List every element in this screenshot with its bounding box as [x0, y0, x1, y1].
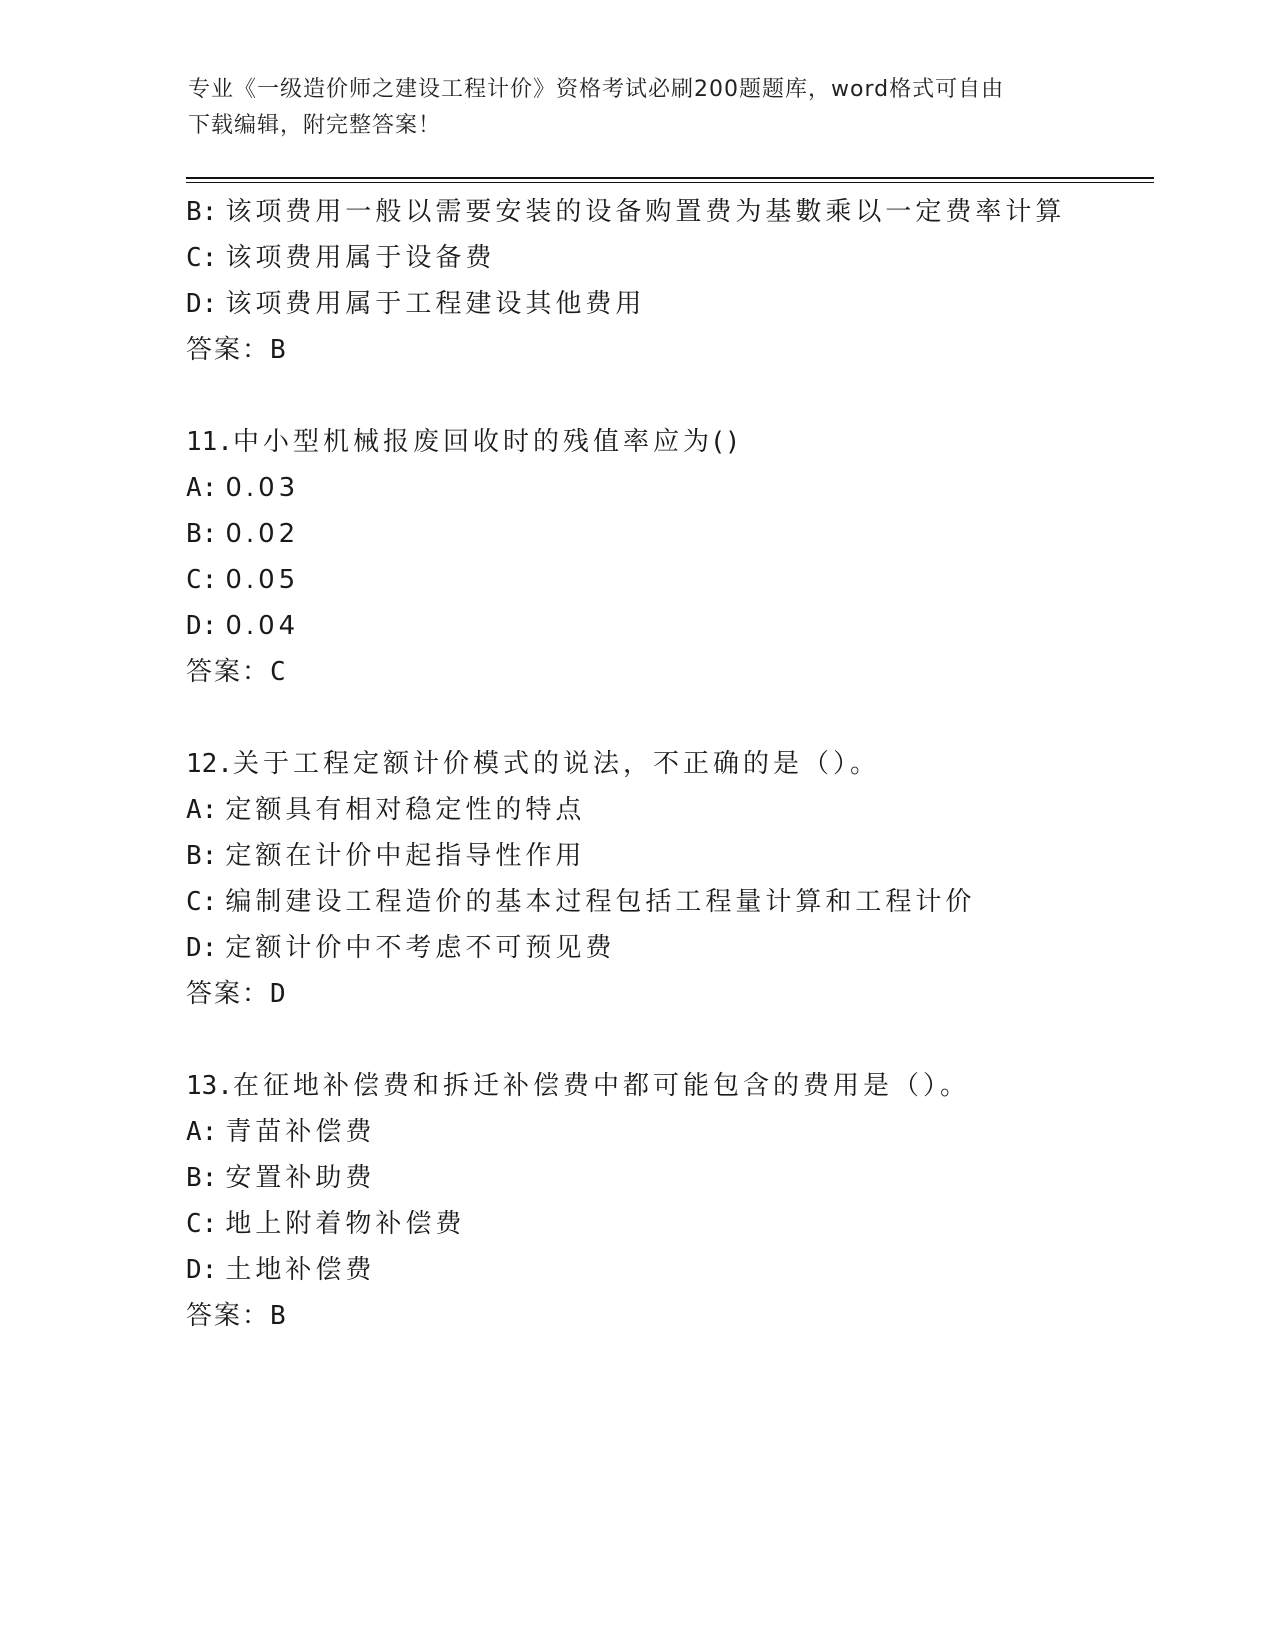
option-c	[186, 879, 1146, 925]
option-text: 0.02	[225, 519, 300, 549]
option-text: 0.04	[225, 611, 300, 641]
option-key: B:	[186, 519, 218, 549]
question-text: 在征地补偿费和拆迁补偿费中都可能包含的费用是（）。	[232, 1071, 970, 1101]
header-divider-thick	[186, 177, 1154, 179]
option-c	[186, 557, 1146, 603]
option-text: 定额在计价中起指导性作用	[225, 841, 586, 871]
spacer	[186, 1017, 1146, 1063]
option-key: A:	[186, 1117, 218, 1147]
option-key: B:	[186, 1163, 218, 1193]
option-text: 该项费用一般以需要安装的设备购置费为基數乘以一定费率计算	[225, 197, 1066, 227]
option-d	[186, 925, 1146, 971]
option-key: D:	[186, 933, 218, 963]
answer-label: 答案：	[186, 335, 271, 365]
option-key: A:	[186, 473, 218, 503]
option-text: 该项费用属于工程建设其他费用	[225, 289, 646, 319]
option-d	[186, 603, 1146, 649]
option-d	[186, 1247, 1146, 1293]
answer-line	[186, 327, 1146, 373]
partial-question	[186, 189, 1146, 373]
option-text: 地上附着物补偿费	[225, 1209, 466, 1239]
option-d	[186, 281, 1146, 327]
option-text: 定额具有相对稳定性的特点	[225, 795, 586, 825]
option-text: 该项费用属于设备费	[225, 243, 496, 273]
option-b	[186, 511, 1146, 557]
question-stem	[186, 419, 1146, 465]
option-text: 安置补助费	[225, 1163, 376, 1193]
answer-label: 答案：	[186, 1301, 271, 1331]
option-text: 0.03	[225, 473, 300, 503]
option-key: C:	[186, 243, 218, 273]
option-c	[186, 235, 1146, 281]
answer-value: B	[270, 1301, 286, 1331]
answer-value: D	[270, 979, 286, 1009]
option-key: B:	[186, 197, 218, 227]
option-text: 编制建设工程造价的基本过程包括工程量计算和工程计价	[225, 887, 976, 917]
option-b	[186, 189, 1146, 235]
option-a	[186, 1109, 1146, 1155]
answer-label: 答案：	[186, 979, 271, 1009]
option-key: C:	[186, 887, 218, 917]
spacer	[186, 373, 1146, 419]
spacer	[186, 695, 1146, 741]
question-text: 关于工程定额计价模式的说法，不正确的是（）。	[232, 749, 880, 779]
option-a	[186, 787, 1146, 833]
option-text: 0.05	[225, 565, 300, 595]
question-12	[186, 741, 1146, 1017]
question-stem	[186, 741, 1146, 787]
option-key: D:	[186, 1255, 218, 1285]
answer-value: B	[270, 335, 286, 365]
answer-line	[186, 649, 1146, 695]
header-line-1: 专业《一级造价师之建设工程计价》资格考试必刷200题题库，word格式可自由	[188, 77, 1005, 102]
answer-value: C	[270, 657, 286, 687]
question-13	[186, 1063, 1146, 1339]
option-text: 定额计价中不考虑不可预见费	[225, 933, 616, 963]
question-text: 中小型机械报废回收时的残值率应为()	[232, 427, 742, 457]
answer-line	[186, 1293, 1146, 1339]
option-a	[186, 465, 1146, 511]
option-key: C:	[186, 1209, 218, 1239]
option-b	[186, 1155, 1146, 1201]
question-list	[186, 189, 1146, 1339]
question-stem	[186, 1063, 1146, 1109]
option-key: D:	[186, 611, 218, 641]
option-key: D:	[186, 289, 218, 319]
option-c	[186, 1201, 1146, 1247]
answer-line	[186, 971, 1146, 1017]
option-key: A:	[186, 795, 218, 825]
answer-label: 答案：	[186, 657, 271, 687]
option-text: 青苗补偿费	[225, 1117, 376, 1147]
document-header	[188, 72, 1068, 144]
header-divider-thin	[186, 182, 1154, 183]
header-line-2: 下载编辑，附完整答案！	[188, 113, 442, 138]
option-key: B:	[186, 841, 218, 871]
question-11	[186, 419, 1146, 695]
option-text: 土地补偿费	[225, 1255, 376, 1285]
question-number: 12.	[186, 749, 233, 779]
option-b	[186, 833, 1146, 879]
option-key: C:	[186, 565, 218, 595]
question-number: 11.	[186, 427, 233, 457]
question-number: 13.	[186, 1071, 233, 1101]
